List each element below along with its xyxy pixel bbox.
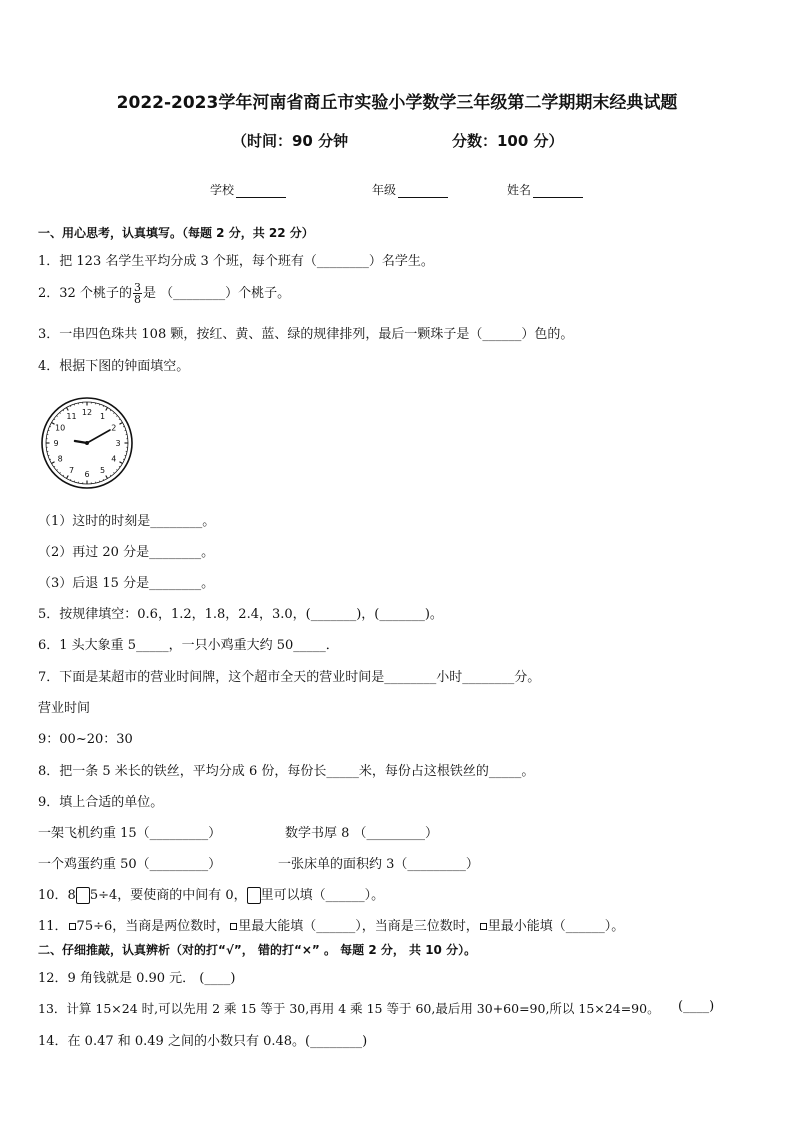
question-3: 3．一串四色珠共 108 颗，按红、黄、蓝、绿的规律排列，最后一颗珠子是（______）色的。 [38,327,574,342]
clock-number: 6 [84,470,90,479]
question-9-b: 数学书厚 8 （_________） [285,826,439,841]
school-field: 学校 [210,181,286,198]
clock-number: 5 [99,465,106,475]
question-12: 12．9 角钱就是 0.90 元． (____) [38,971,236,986]
fraction: $\frac{3}{8}$ [133,281,141,306]
section-2-heading: 二、仔细推敲，认真辨析（对的打“√”， 错的打“×” 。 每题 2 分， 共 10 分）。 [38,943,477,957]
name-field: 姓名 [507,181,583,198]
clock-number: 4 [111,454,117,464]
clock-number: 10 [55,423,66,433]
question-11: 11． 75÷6，当商是两位数时， 里最大能填（______），当商是三位数时， 里最小能填（______）。 [38,919,625,934]
question-10: 10．8 5÷4，要使商的中间有 0， 里可以填（______）。 [38,888,385,903]
blank-box [480,923,487,930]
question-4-1: （1）这时的时刻是________。 [38,514,216,529]
clock-number: 11 [66,412,77,422]
question-1: 1．把 123 名学生平均分成 3 个班，每个班有（________）名学生。 [38,254,434,269]
question-14: 14．在 0.47 和 0.49 之间的小数只有 0.48。(________) [38,1034,368,1049]
grade-field: 年级 [372,181,448,198]
blank-box [76,887,90,904]
blank-box [247,887,261,904]
clock-number: 8 [57,454,63,464]
exam-score: 分数：100 分） [452,132,564,150]
question-2: 2．32 个桃子的 $\frac{3}{8}$ 是 （________）个桃子。 [38,281,291,306]
question-4-3: （3）后退 15 分是________。 [38,576,215,591]
clock-number: 2 [111,423,117,433]
question-9: 9．填上合适的单位。 [38,795,164,810]
question-7: 7．下面是某超市的营业时间牌，这个超市全天的营业时间是________小时________分。 [38,670,541,685]
clock-number: 1 [99,412,106,422]
question-8: 8．把一条 5 米长的铁丝，平均分成 6 份，每份长_____米，每份占这根铁丝的_____。 [38,764,535,779]
blank-box [230,923,237,930]
blank-box [69,923,76,930]
section-1-heading: 一、用心思考，认真填写。（每题 2 分，共 22 分） [38,226,314,240]
exam-time: （时间：90 分钟 [232,132,349,150]
question-5: 5．按规律填空：0.6，1.2，1.8，2.4，3.0，(_______)，(_______)。 [38,607,443,622]
sign-time: 9：00~20：30 [38,732,133,747]
question-9-d: 一张床单的面积约 3（_________） [278,857,479,872]
question-13-answer: (____) [678,999,715,1014]
clock-number: 12 [81,408,93,417]
question-9-a: 一架飞机约重 15（_________） [38,826,222,841]
clock-number: 9 [53,439,59,448]
exam-title: 2022-2023学年河南省商丘市实验小学数学三年级第二学期期末经典试题 [116,93,678,113]
clock-number: 3 [115,439,121,448]
question-4: 4．根据下图的钟面填空。 [38,359,190,374]
question-4-2: （2）再过 20 分是________。 [38,545,215,560]
sign-title: 营业时间 [38,701,91,716]
question-9-c: 一个鸡蛋约重 50（_________） [38,857,222,872]
question-13: 13．计算 15×24 时,可以先用 2 乘 15 等于 30,再用 4 乘 15 等于 60,最后用 30+60=90,所以 15×24=90。 [38,1001,660,1016]
question-6: 6．1 头大象重 5_____，一只小鸡重大约 50_____． [38,638,339,653]
clock-number: 7 [68,465,75,475]
clock-face [40,396,134,490]
